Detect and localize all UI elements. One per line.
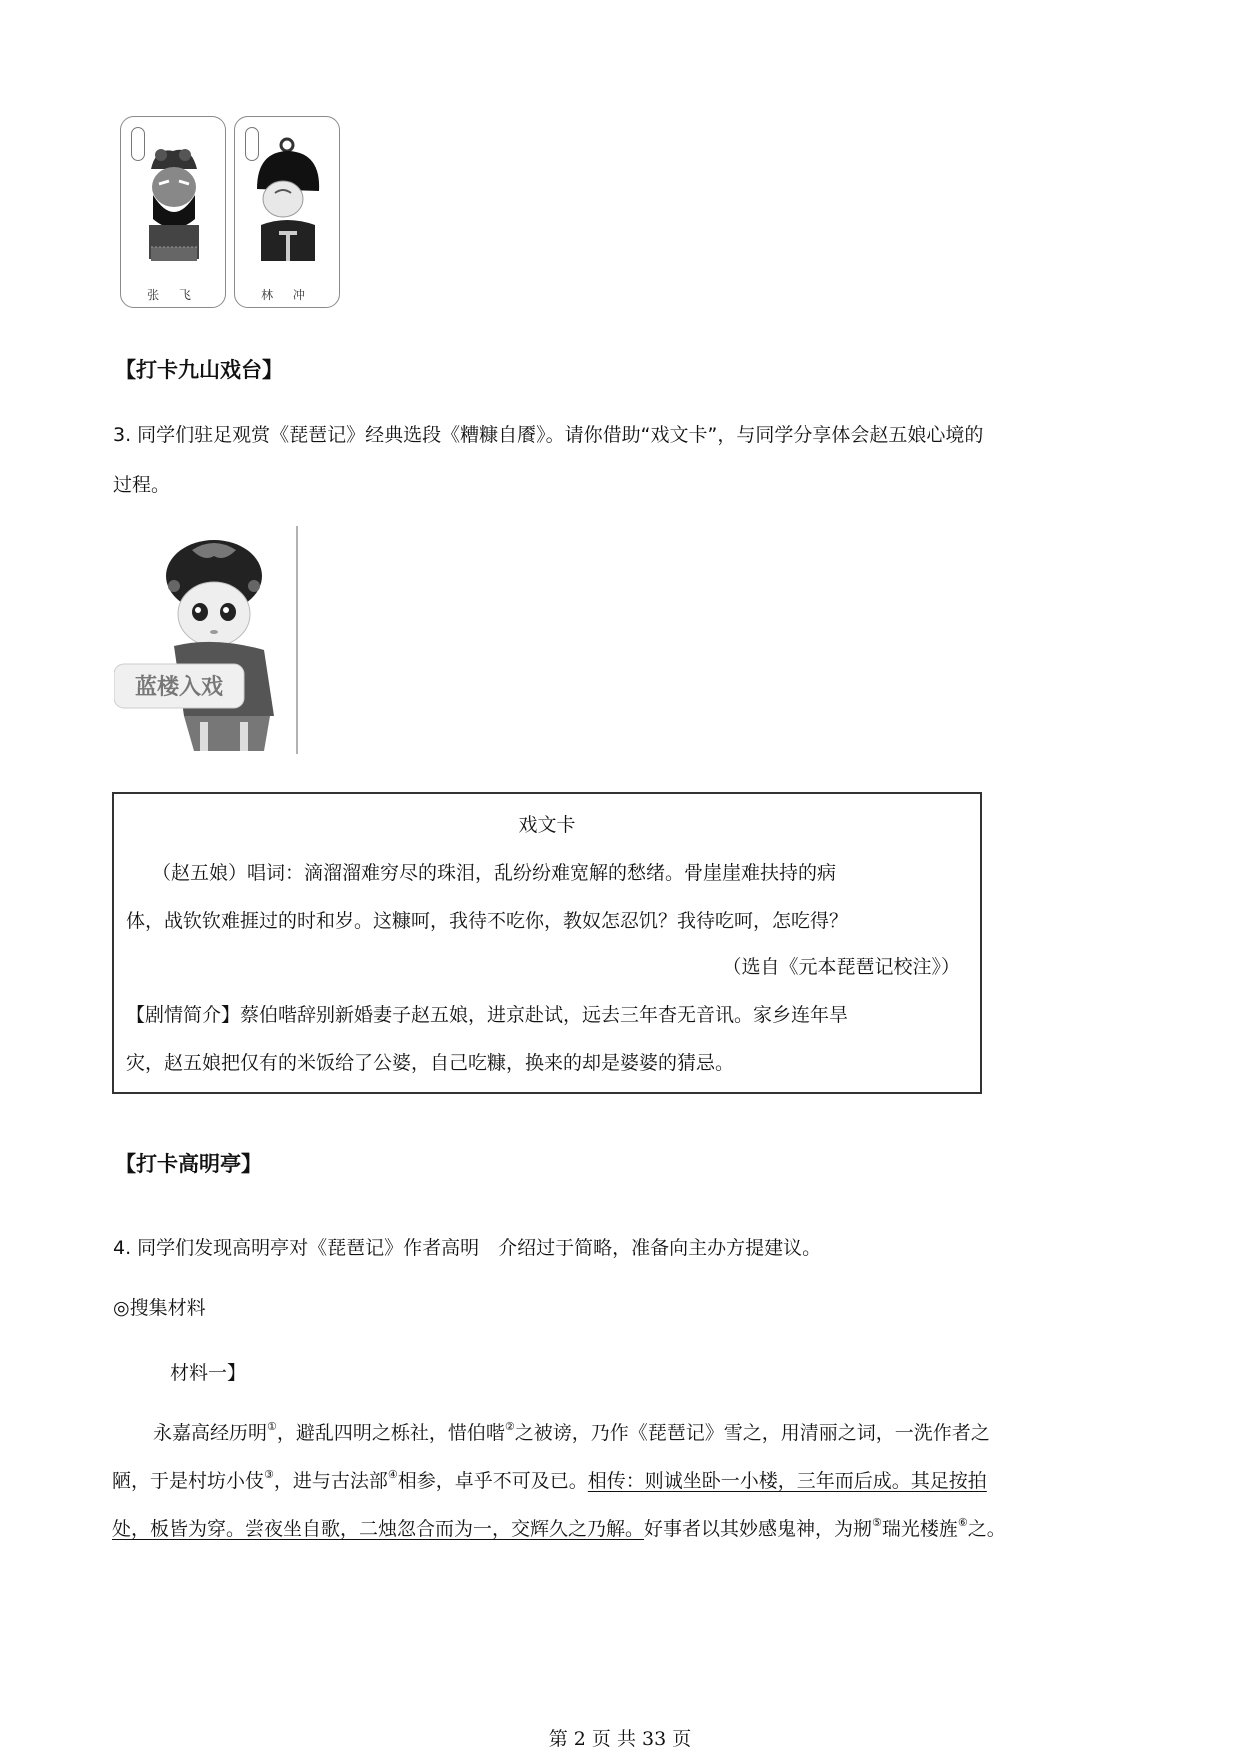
section-heading-gaoming-pavilion: 【打卡高明亭】 [115,1152,262,1176]
card-title: 戏文卡 [518,814,576,836]
collect-materials-subheading: ◎搜集材料 [113,1297,206,1319]
question-4: 4. 同学们发现高明亭对《琵琶记》作者高明 介绍过于简略，准备向主办方提建议。 [113,1237,822,1259]
material-one-line2 [112,1470,987,1493]
sign-text: 蓝楼入戏 [134,675,224,700]
opera-figure-linchong-icon [235,129,340,289]
underlined-text: 相传：则诚坐卧一小楼，三年而后成。其足按拍 [587,1470,987,1492]
footnote-marker: ① [267,1420,277,1433]
text-run: 之被谤，乃作《琵琶记》雪之，用清丽之词，一洗作者之 [514,1422,990,1444]
card-source: （选自《元本琵琶记校注》） [722,956,960,978]
zhao-wuniang-cartoon-image [114,526,300,756]
section-heading-jiushan-stage: 【打卡九山戏台】 [115,358,283,382]
material-one-title: 材料一】 [170,1362,247,1384]
phone-case-linchong [234,116,340,308]
text-run: 陋，于是村坊小伎 [112,1470,265,1492]
phone-case-label: 张 飞 [147,288,199,302]
page-number-footer: 第 2 页 共 33 页 [548,1728,692,1750]
footnote-marker: ④ [387,1468,398,1481]
phone-case-zhangfei [120,116,226,308]
footnote-marker: ② [504,1420,515,1433]
text-run: 永嘉高经历明 [153,1422,268,1444]
footnote-marker: ⑥ [957,1516,968,1529]
text-run: ，避乱四明之栎社，惜伯喈 [276,1422,505,1444]
text-run: 之。 [967,1518,1006,1540]
card-plot-line2: 灾，赵五娘把仅有的米饭给了公婆，自己吃糠，换来的却是婆婆的猜忌。 [126,1052,735,1074]
text-run: 相参，卓乎不可及已。 [397,1470,588,1492]
underlined-text: 处，板皆为穿。尝夜坐自歌，二烛忽合而为一，交辉久之乃解。 [112,1518,645,1540]
card-lyrics-line2: 体，战钦钦难捱过的时和岁。这糠呵，我待不吃你，教奴怎忍饥？我待吃呵，怎吃得？ [126,910,849,932]
footnote-marker: ⑤ [872,1516,882,1529]
opera-mask-zhangfei-icon [121,129,226,289]
footnote-marker: ③ [264,1468,274,1481]
card-plot-line1: 【剧情简介】蔡伯喈辞别新婚妻子赵五娘，进京赴试，远去三年杳无音讯。家乡连年旱 [126,1004,849,1026]
text-run: 瑞光楼旌 [881,1518,958,1540]
text-run: 好事者以其妙感鬼神，为剏 [644,1518,873,1540]
xiwen-card [112,792,982,1094]
card-lyrics-line1: （赵五娘）唱词：滴溜溜难穷尽的珠泪，乱纷纷难宽解的愁绪。骨崖崖难扶持的病 [152,862,837,884]
material-one-line1 [153,1422,990,1445]
material-one-line3 [112,1518,1006,1541]
opera-girl-icon [114,526,300,756]
question-3-line1: 3. 同学们驻足观赏《琵琶记》经典选段《糟糠自餍》。请你借助“戏文卡”，与同学分享体会赵五娘心境的 [113,424,984,446]
question-3-line2: 过程。 [113,474,171,496]
phone-case-label: 林 冲 [261,288,313,302]
text-run: ，进与古法部 [273,1470,388,1492]
